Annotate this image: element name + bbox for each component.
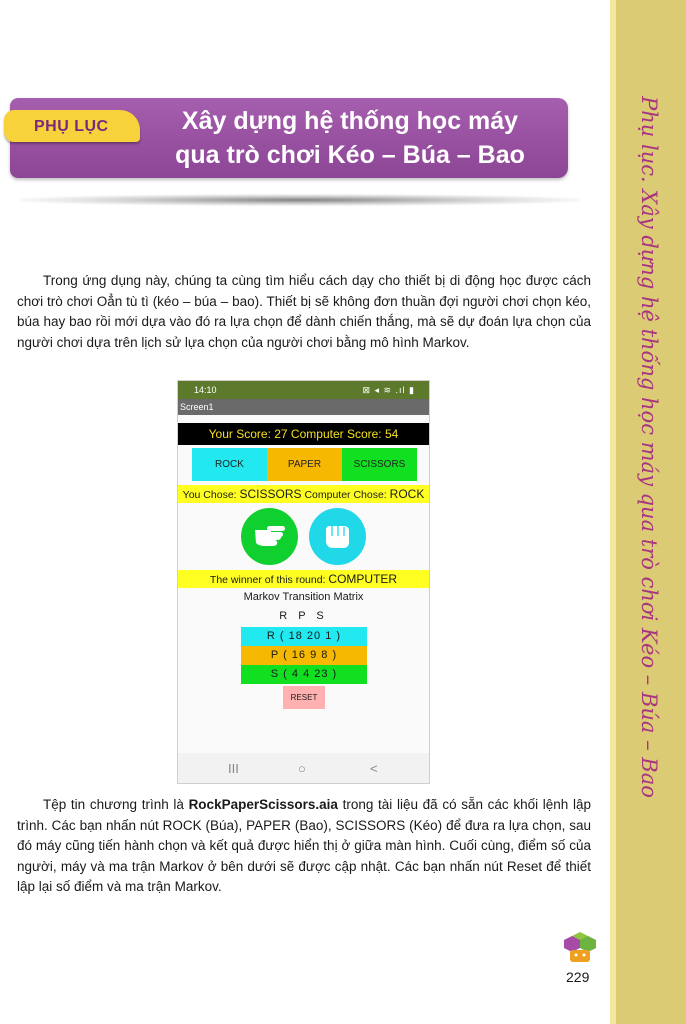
intro-paragraph — [17, 271, 591, 353]
matrix-row-r: R ( 18 20 1 ) — [241, 627, 367, 646]
intro-paragraph-text: Trong ứng dụng này, chúng ta cùng tìm hiểu cách dạy cho thiết bị di động học được cách chơi trò chơi Oẳn tù tì (kéo – búa – bao). Thiết bị sẽ không đơn thuần đợi người chơi chọn kéo, búa hay bao rồi mới dựa vào đó ra lựa chọn để dành chiến thắng, mà sẽ dự đoán lựa chọn của người chơi dựa trên lịch sử lựa chọn của người chơi bằng mô hình Markov. — [17, 273, 591, 350]
score-label: Your Score: 27 Computer Score: 54 — [178, 423, 429, 445]
matrix-row-p: P ( 16 9 8 ) — [241, 646, 367, 665]
page-title-line2: qua trò chơi Kéo – Búa – Bao — [175, 141, 525, 169]
publisher-logo-icon — [560, 932, 600, 966]
reset-button[interactable]: RESET — [283, 686, 325, 709]
you-chose-value: SCISSORS — [239, 487, 302, 501]
app-screenshot — [177, 380, 430, 784]
rock-button[interactable]: ROCK — [192, 448, 267, 481]
computer-chose-label: Computer Chose: — [304, 489, 387, 501]
page-title — [150, 104, 550, 172]
appendix-tag — [4, 110, 140, 142]
status-bar — [178, 381, 429, 399]
android-nav-bar — [178, 753, 429, 784]
computer-choice-image — [309, 508, 366, 565]
winner-label — [178, 570, 429, 588]
body-text-before: Tệp tin chương trình là — [43, 797, 189, 812]
scissors-hand-icon — [241, 508, 298, 565]
matrix-row-s: S ( 4 4 23 ) — [241, 665, 367, 684]
appendix-tag-label: PHỤ LỤC — [34, 118, 109, 135]
computer-chose-value: ROCK — [389, 487, 425, 501]
page-number: 229 — [566, 969, 590, 985]
rock-fist-icon — [309, 508, 366, 565]
screen-title: Screen1 — [180, 402, 214, 412]
matrix-title: Markov Transition Matrix — [243, 591, 364, 603]
recent-apps-icon[interactable]: III — [228, 761, 239, 776]
side-band-edge — [610, 0, 616, 1024]
paper-button[interactable]: PAPER — [267, 448, 342, 481]
choice-label — [178, 485, 429, 503]
matrix-header: R P S — [279, 610, 328, 622]
side-title: Phụ lục. Xây dựng hệ thống học máy qua trò chơi Kéo – Búa – Bao — [637, 96, 661, 798]
status-icons: ⊠ ◂ ≋ .ıl ▮ — [362, 385, 415, 395]
file-name: RockPaperScissors.aia — [188, 797, 338, 812]
app-title-bar — [178, 399, 429, 415]
you-chose-label: You Chose: — [182, 489, 237, 501]
player-choice-image — [241, 508, 298, 565]
body-text-after: trong tài liệu đã có sẵn các khối lệnh lập trình. Các bạn nhấn nút ROCK (Búa), PAPER (Bao), SCISSORS (Kéo) để đưa ra lựa chọn, sau đó máy cũng tiến hành chọn và kết quả được hiển thị ở giữa màn hình. Cuối cùng, điểm số của người, máy và ma trận Markov ở bên dưới sẽ được cập nhật. Các bạn nhấn nút Reset để thiết lập lại số điểm và ma trận Markov. — [17, 797, 591, 894]
status-time: 14:10 — [194, 385, 217, 395]
back-icon[interactable]: < — [370, 761, 378, 776]
banner-shadow — [20, 194, 580, 206]
page-title-line1: Xây dựng hệ thống học máy — [181, 107, 519, 135]
winner-value: COMPUTER — [328, 572, 398, 586]
scissors-button[interactable]: SCISSORS — [342, 448, 417, 481]
winner-caption: The winner of this round: — [209, 574, 326, 586]
home-icon[interactable]: ○ — [298, 761, 306, 776]
body-paragraph — [17, 795, 591, 898]
